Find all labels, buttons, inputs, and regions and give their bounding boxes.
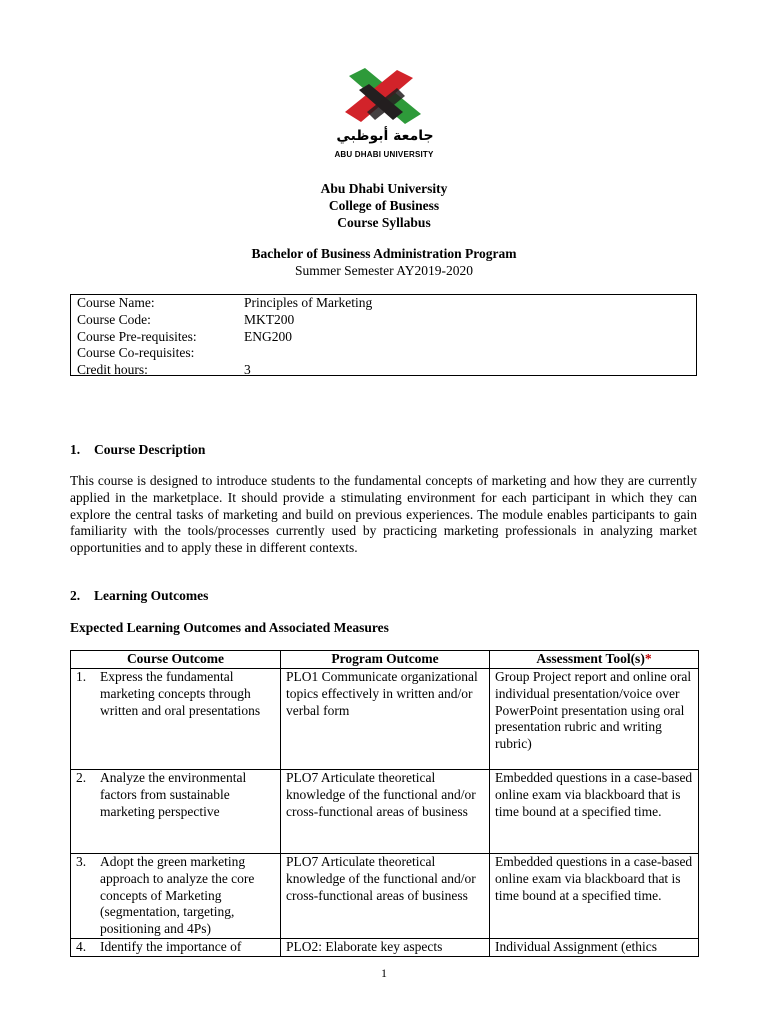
program-outcome-cell: PLO7 Articulate theoretical knowledge of the functional and/or cross-functional areas of business	[281, 854, 490, 939]
program-outcome-cell: PLO2: Elaborate key aspects	[281, 939, 490, 957]
course-outcome-text: Express the fundamental marketing concepts through written and oral presentations	[100, 669, 261, 718]
course-description-text: This course is designed to introduce students to the fundamental concepts of marketing and how they are currently applied in the marketplace. It should provide a stimulating environment for each participant in which they can explore the central tasks of marketing and build on previous experiences. The module enables participants to gain familiarity with the tools/processes currently used by practicing marketing professionals in analyzing market opportunities and to apply these in different contexts.	[70, 473, 697, 556]
section-number: 1.	[70, 442, 81, 457]
table-header-row	[71, 651, 699, 669]
outcome-number: 2.	[76, 770, 87, 785]
outcome-number: 1.	[76, 669, 87, 684]
course-outcome-cell	[71, 770, 281, 854]
course-outcome-cell	[71, 669, 281, 770]
course-info-row	[77, 295, 690, 312]
logo-arabic-name: جامعة أبوظبي	[336, 128, 434, 144]
table-row	[71, 669, 699, 770]
section-title: Learning Outcomes	[94, 588, 209, 603]
section-heading-course-description	[70, 441, 205, 458]
outcome-number: 4.	[76, 939, 87, 954]
logo-english-name: ABU DHABI UNIVERSITY	[334, 150, 434, 159]
course-info-label: Course Pre-requisites:	[77, 328, 197, 344]
table-row	[71, 770, 699, 854]
column-header: Program Outcome	[281, 651, 490, 669]
course-info-row	[77, 362, 690, 379]
course-info-row	[77, 345, 690, 362]
university-logo	[345, 68, 421, 128]
section-title: Course Description	[94, 442, 206, 457]
asterisk-marker: *	[644, 651, 652, 666]
course-info-label: Credit hours:	[77, 362, 148, 378]
title-block	[0, 180, 768, 231]
outcome-number: 3.	[76, 854, 87, 869]
program-name: Bachelor of Business Administration Program	[251, 246, 517, 261]
university-name: Abu Dhabi University	[320, 181, 448, 196]
program-outcome-cell: PLO1 Communicate organizational topics effectively in written and/or verbal form	[281, 669, 490, 770]
course-info-label: Course Code:	[77, 311, 151, 327]
table-row	[71, 854, 699, 939]
document-title: Course Syllabus	[337, 215, 431, 230]
program-block	[0, 245, 768, 279]
program-outcome-cell: PLO7 Articulate theoretical knowledge of the functional and/or cross-functional areas of business	[281, 770, 490, 854]
course-info-value: MKT200	[244, 311, 295, 327]
course-info-row	[77, 329, 690, 346]
learning-outcomes-subtitle: Expected Learning Outcomes and Associated Measures	[70, 620, 389, 635]
table-row	[71, 939, 699, 957]
column-header-text: Assessment Tool(s)	[536, 651, 645, 666]
course-outcome-cell	[71, 854, 281, 939]
semester: Summer Semester AY2019-2020	[295, 263, 473, 278]
college-name: College of Business	[328, 198, 440, 213]
assessment-cell: Embedded questions in a case-based online exam via blackboard that is time bound at a specified time.	[490, 854, 699, 939]
column-header: Course Outcome	[71, 651, 281, 669]
assessment-cell: Embedded questions in a case-based online exam via blackboard that is time bound at a specified time.	[490, 770, 699, 854]
page-number: 1	[381, 966, 387, 980]
course-info-value: 3	[244, 362, 251, 378]
course-info-label: Course Name:	[77, 295, 155, 310]
assessment-cell: Individual Assignment (ethics	[490, 939, 699, 957]
course-info-row	[77, 312, 690, 329]
learning-outcomes-table	[70, 650, 699, 957]
section-heading-learning-outcomes	[70, 587, 208, 604]
course-outcome-text: Adopt the green marketing approach to analyze the core concepts of Marketing (segmentation, targeting, positioning and 4Ps)	[100, 854, 255, 937]
course-outcome-cell	[71, 939, 281, 957]
course-info-value: ENG200	[244, 328, 292, 344]
course-outcome-text: Analyze the environmental factors from sustainable marketing perspective	[100, 770, 247, 819]
section-number: 2.	[70, 588, 81, 603]
course-info-label: Course Co-requisites:	[77, 345, 195, 361]
course-outcome-text: Identify the importance of	[100, 939, 242, 954]
course-info-box	[70, 294, 697, 376]
assessment-cell: Group Project report and online oral individual presentation/voice over PowerPoint presentation using oral presentation rubric and writing rubric)	[490, 669, 699, 770]
column-header	[490, 651, 699, 669]
course-info-value: Principles of Marketing	[244, 295, 373, 310]
